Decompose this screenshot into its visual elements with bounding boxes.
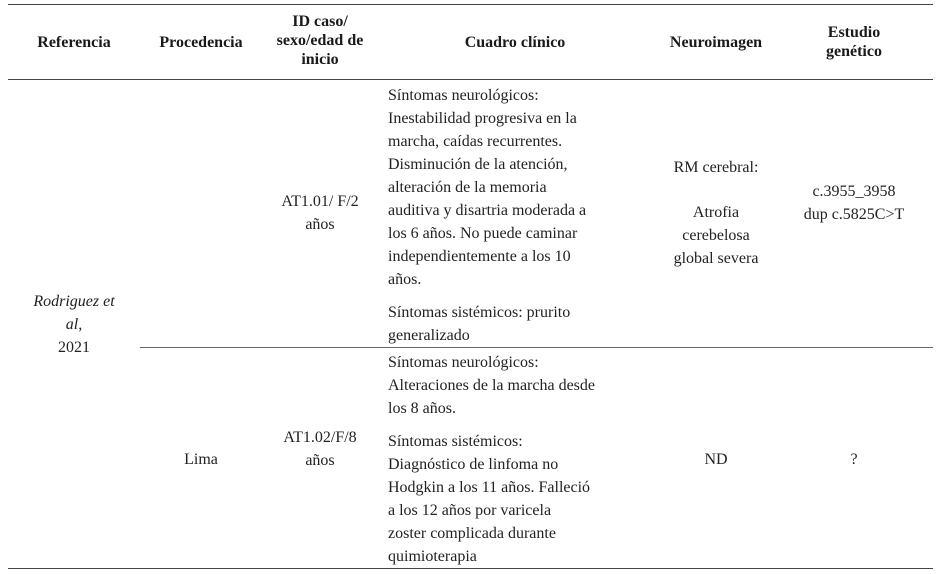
row1-neuroimagen — [650, 156, 782, 270]
row1-neuro-line: alteración de la memoria — [388, 179, 547, 196]
row2-neuro-line: los 8 años. — [388, 400, 456, 417]
table-bottom-rule — [8, 568, 933, 569]
reference-authors: Rodriguez et — [33, 293, 115, 310]
header-cuadro-clinico: Cuadro clínico — [464, 34, 566, 51]
row1-neuroimagen-line2: Atrofia — [692, 204, 740, 221]
header-estudio-line1: Estudio — [827, 24, 881, 41]
row2-id-line2: años — [305, 452, 335, 469]
header-estudio-genetico — [788, 23, 920, 61]
row2-sys-label: Síntomas sistémicos: — [388, 433, 523, 450]
row1-id-caso — [260, 190, 380, 236]
header-id-caso — [260, 12, 380, 69]
row1-neuro-line: independientemente a los 10 — [388, 248, 571, 265]
reference-etal: al, — [65, 316, 83, 333]
row1-id-line1: AT1.01/ F/2 — [281, 193, 359, 210]
header-bottom-rule — [8, 79, 933, 80]
row2-sys-line: Hodgkin a los 11 años. Falleció — [388, 479, 591, 496]
row2-sys-line: zoster complicada durante — [388, 525, 556, 542]
row2-sys-line: Diagnóstico de linfoma no — [388, 456, 559, 473]
row1-neuro-line: marcha, caídas recurrentes. — [388, 133, 563, 150]
header-neuroimagen: Neuroimagen — [669, 34, 763, 51]
row2-sys-line: a los 12 años por varicela — [388, 502, 552, 519]
row2-sys-line: quimioterapia — [388, 548, 477, 565]
row1-neuro-line: años. — [388, 271, 422, 288]
header-referencia: Referencia — [37, 34, 111, 51]
header-id-line1: ID caso/ — [292, 13, 348, 30]
reference-year: 2021 — [58, 339, 90, 356]
row1-neuro-label: Síntomas neurológicos: — [388, 87, 539, 104]
header-id-line3: inicio — [301, 51, 339, 68]
row2-estudio-genetico: ? — [850, 451, 858, 468]
row1-neuroimagen-line4: global severa — [673, 250, 759, 267]
row2-neuro-line: Alteraciones de la marcha desde — [388, 377, 596, 394]
row1-sys-line: generalizado — [388, 327, 470, 344]
row1-cuadro-clinico — [388, 84, 648, 347]
row1-neuroimagen-line3: cerebelosa — [682, 227, 750, 244]
row1-neuroimagen-line1: RM cerebral: — [673, 159, 759, 176]
row2-id-caso — [260, 426, 380, 472]
row2-procedencia: Lima — [184, 451, 218, 468]
row1-neuro-line: auditiva y disartria moderada a — [388, 202, 587, 219]
row1-neuro-line: Inestabilidad progresiva en la — [388, 110, 577, 127]
row2-neuroimagen: ND — [704, 451, 728, 468]
row1-id-line2: años — [305, 216, 335, 233]
row-divider — [140, 347, 933, 348]
table-top-rule — [8, 4, 933, 5]
row1-genetico-line1: c.3955_3958 — [812, 183, 896, 200]
row1-estudio-genetico — [788, 180, 920, 226]
row1-genetico-line2: dup c.5825C>T — [803, 206, 905, 223]
row2-id-line1: AT1.02/F/8 — [283, 429, 357, 446]
row2-cuadro-clinico — [388, 351, 648, 568]
row1-neuro-line: los 6 años. No puede caminar — [388, 225, 578, 242]
reference-cell — [8, 290, 140, 359]
row1-sys-line: Síntomas sistémicos: prurito — [388, 304, 571, 321]
header-id-line2: sexo/edad de — [276, 32, 364, 49]
header-procedencia: Procedencia — [159, 34, 243, 51]
header-estudio-line2: genético — [826, 43, 882, 60]
row2-neuro-label: Síntomas neurológicos: — [388, 354, 539, 371]
row1-neuro-line: Disminución de la atención, — [388, 156, 568, 173]
